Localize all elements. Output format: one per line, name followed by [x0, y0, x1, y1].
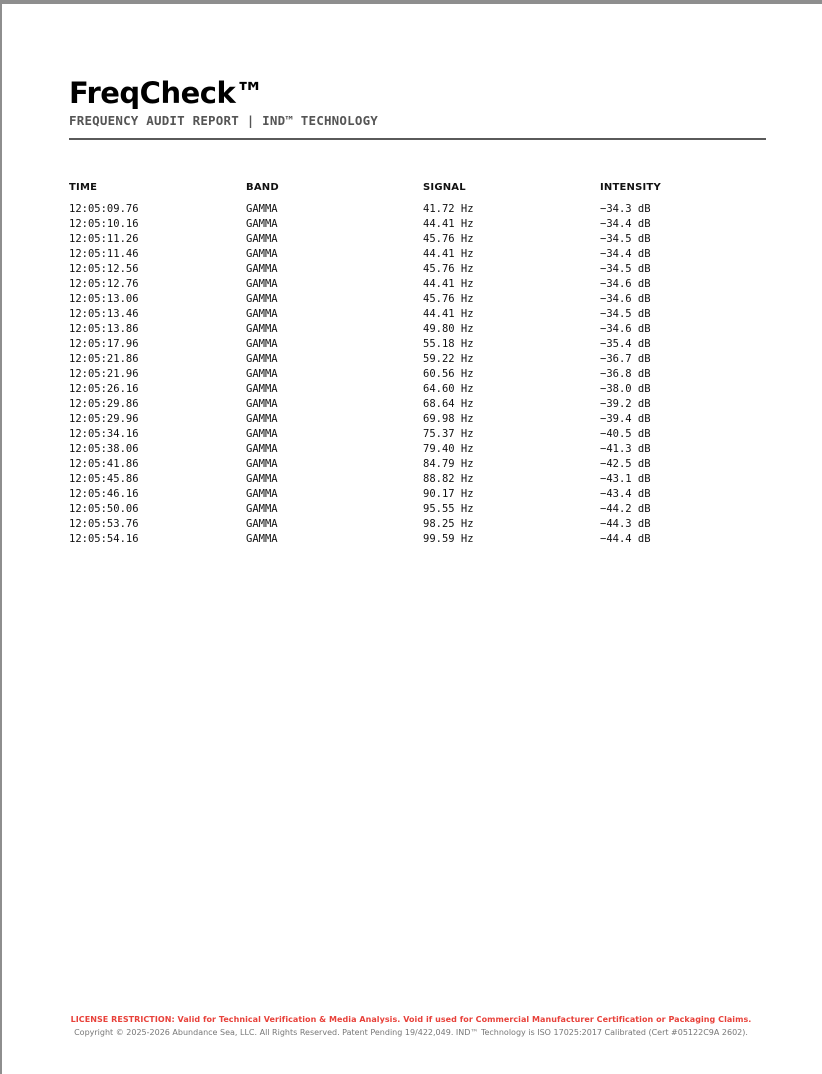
cell-signal: 44.41 Hz	[423, 218, 474, 230]
table-row	[69, 322, 766, 337]
cell-time: 12:05:10.16	[69, 218, 139, 230]
cell-signal: 69.98 Hz	[423, 413, 474, 425]
cell-time: 12:05:54.16	[69, 533, 139, 545]
cell-time: 12:05:29.96	[69, 413, 139, 425]
cell-time: 12:05:21.86	[69, 353, 139, 365]
table-row	[69, 397, 766, 412]
table-row	[69, 247, 766, 262]
cell-signal: 44.41 Hz	[423, 308, 474, 320]
table-row	[69, 427, 766, 442]
cell-band: GAMMA	[246, 503, 278, 515]
cell-intensity: −34.5 dB	[600, 263, 651, 275]
report-title: FreqCheck™	[69, 76, 264, 110]
cell-band: GAMMA	[246, 233, 278, 245]
cell-intensity: −34.6 dB	[600, 323, 651, 335]
table-row	[69, 277, 766, 292]
cell-intensity: −41.3 dB	[600, 443, 651, 455]
cell-band: GAMMA	[246, 368, 278, 380]
cell-signal: 44.41 Hz	[423, 248, 474, 260]
cell-band: GAMMA	[246, 413, 278, 425]
table-row	[69, 232, 766, 247]
cell-time: 12:05:21.96	[69, 368, 139, 380]
cell-signal: 59.22 Hz	[423, 353, 474, 365]
license-restriction: LICENSE RESTRICTION: Valid for Technical Verification & Media Analysis. Void if used for Commercial Manufacturer Certification or Packaging Claims.	[70, 1015, 752, 1024]
cell-intensity: −34.6 dB	[600, 293, 651, 305]
cell-intensity: −34.3 dB	[600, 203, 651, 215]
report-subtitle: FREQUENCY AUDIT REPORT | IND™ TECHNOLOGY	[69, 113, 379, 128]
cell-band: GAMMA	[246, 203, 278, 215]
cell-time: 12:05:38.06	[69, 443, 139, 455]
cell-intensity: −39.4 dB	[600, 413, 651, 425]
table-row	[69, 307, 766, 322]
cell-signal: 45.76 Hz	[423, 293, 474, 305]
cell-intensity: −34.4 dB	[600, 218, 651, 230]
cell-signal: 60.56 Hz	[423, 368, 474, 380]
cell-time: 12:05:09.76	[69, 203, 139, 215]
cell-band: GAMMA	[246, 473, 278, 485]
cell-band: GAMMA	[246, 353, 278, 365]
cell-intensity: −34.4 dB	[600, 248, 651, 260]
table-row	[69, 382, 766, 397]
cell-time: 12:05:29.86	[69, 398, 139, 410]
cell-time: 12:05:12.76	[69, 278, 139, 290]
cell-band: GAMMA	[246, 518, 278, 530]
copyright-notice: Copyright © 2025-2026 Abundance Sea, LLC. All Rights Reserved. Patent Pending 19/422,049. IND™ Technology is ISO 17025:2017 Calibrated (Cert #05122C9A 2602).	[74, 1028, 748, 1037]
cell-time: 12:05:50.06	[69, 503, 139, 515]
table-row	[69, 337, 766, 352]
cell-time: 12:05:26.16	[69, 383, 139, 395]
cell-time: 12:05:11.26	[69, 233, 139, 245]
table-row	[69, 502, 766, 517]
cell-signal: 68.64 Hz	[423, 398, 474, 410]
table-row	[69, 367, 766, 382]
cell-time: 12:05:34.16	[69, 428, 139, 440]
table-row	[69, 487, 766, 502]
table-row	[69, 442, 766, 457]
table-row	[69, 352, 766, 367]
cell-intensity: −44.3 dB	[600, 518, 651, 530]
cell-time: 12:05:12.56	[69, 263, 139, 275]
cell-band: GAMMA	[246, 338, 278, 350]
header-divider	[69, 138, 766, 140]
cell-band: GAMMA	[246, 263, 278, 275]
table-body	[69, 202, 766, 547]
column-header-intensity: INTENSITY	[600, 182, 661, 193]
cell-signal: 41.72 Hz	[423, 203, 474, 215]
column-header-signal: SIGNAL	[423, 182, 466, 193]
table-row	[69, 457, 766, 472]
cell-intensity: −42.5 dB	[600, 458, 651, 470]
cell-signal: 90.17 Hz	[423, 488, 474, 500]
cell-intensity: −34.5 dB	[600, 308, 651, 320]
cell-signal: 49.80 Hz	[423, 323, 474, 335]
cell-intensity: −43.4 dB	[600, 488, 651, 500]
cell-intensity: −39.2 dB	[600, 398, 651, 410]
cell-time: 12:05:13.46	[69, 308, 139, 320]
footer	[0, 1013, 822, 1039]
cell-signal: 64.60 Hz	[423, 383, 474, 395]
cell-band: GAMMA	[246, 308, 278, 320]
cell-signal: 45.76 Hz	[423, 233, 474, 245]
cell-band: GAMMA	[246, 443, 278, 455]
cell-intensity: −36.8 dB	[600, 368, 651, 380]
cell-signal: 88.82 Hz	[423, 473, 474, 485]
cell-signal: 75.37 Hz	[423, 428, 474, 440]
column-header-time: TIME	[69, 182, 98, 193]
cell-signal: 55.18 Hz	[423, 338, 474, 350]
cell-intensity: −34.5 dB	[600, 233, 651, 245]
table-row	[69, 412, 766, 427]
cell-signal: 95.55 Hz	[423, 503, 474, 515]
cell-intensity: −34.6 dB	[600, 278, 651, 290]
cell-band: GAMMA	[246, 458, 278, 470]
cell-band: GAMMA	[246, 428, 278, 440]
cell-time: 12:05:53.76	[69, 518, 139, 530]
cell-intensity: −43.1 dB	[600, 473, 651, 485]
cell-band: GAMMA	[246, 398, 278, 410]
cell-intensity: −36.7 dB	[600, 353, 651, 365]
cell-time: 12:05:41.86	[69, 458, 139, 470]
cell-time: 12:05:45.86	[69, 473, 139, 485]
cell-band: GAMMA	[246, 533, 278, 545]
frequency-table	[69, 180, 766, 547]
cell-time: 12:05:13.86	[69, 323, 139, 335]
table-row	[69, 532, 766, 547]
cell-time: 12:05:46.16	[69, 488, 139, 500]
cell-time: 12:05:11.46	[69, 248, 139, 260]
cell-intensity: −38.0 dB	[600, 383, 651, 395]
window-left-border	[0, 0, 2, 1074]
cell-band: GAMMA	[246, 248, 278, 260]
cell-band: GAMMA	[246, 218, 278, 230]
window-top-border	[0, 0, 822, 4]
cell-intensity: −44.2 dB	[600, 503, 651, 515]
cell-band: GAMMA	[246, 278, 278, 290]
cell-band: GAMMA	[246, 383, 278, 395]
table-row	[69, 517, 766, 532]
cell-time: 12:05:13.06	[69, 293, 139, 305]
cell-signal: 99.59 Hz	[423, 533, 474, 545]
cell-signal: 44.41 Hz	[423, 278, 474, 290]
cell-intensity: −35.4 dB	[600, 338, 651, 350]
table-row	[69, 202, 766, 217]
cell-time: 12:05:17.96	[69, 338, 139, 350]
table-header	[69, 180, 766, 198]
cell-band: GAMMA	[246, 488, 278, 500]
cell-signal: 84.79 Hz	[423, 458, 474, 470]
column-header-band: BAND	[246, 182, 279, 193]
cell-signal: 45.76 Hz	[423, 263, 474, 275]
table-row	[69, 292, 766, 307]
cell-intensity: −44.4 dB	[600, 533, 651, 545]
cell-band: GAMMA	[246, 293, 278, 305]
table-row	[69, 472, 766, 487]
cell-band: GAMMA	[246, 323, 278, 335]
table-row	[69, 262, 766, 277]
cell-intensity: −40.5 dB	[600, 428, 651, 440]
cell-signal: 98.25 Hz	[423, 518, 474, 530]
table-row	[69, 217, 766, 232]
cell-signal: 79.40 Hz	[423, 443, 474, 455]
